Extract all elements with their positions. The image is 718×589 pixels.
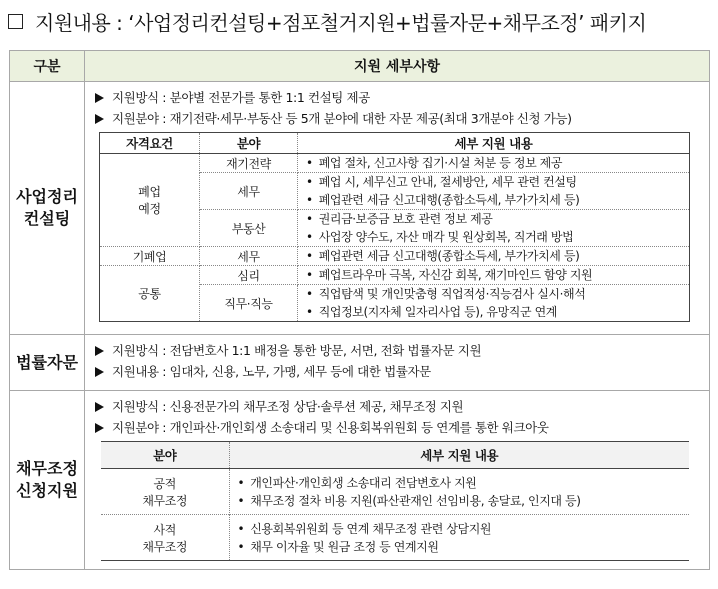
consulting-detail xyxy=(85,82,710,335)
legal-detail xyxy=(85,335,710,391)
triangle-bullet-icon xyxy=(95,402,104,412)
requirement-cell: 폐업 예정 xyxy=(100,154,200,247)
inner-header-content: 세부 지원 내용 xyxy=(229,442,689,469)
field-cell: 직무·직능 xyxy=(200,285,298,322)
consulting-inner-table xyxy=(99,132,690,322)
row-consulting xyxy=(10,82,710,335)
category-debt-line2: 신청지원 xyxy=(16,481,78,500)
list-item: • 사업장 양수도, 자산 매각 및 원상회복, 직거래 방법 xyxy=(306,230,574,244)
inner-header-row xyxy=(101,442,689,469)
requirement-cell: 공통 xyxy=(100,266,200,322)
row-debt xyxy=(10,391,710,570)
list-item: • 신용회복위원회 등 연계 채무조정 관련 상담지원 xyxy=(237,521,492,536)
list-item: • 직업정보(지자체 일자리사업 등), 유망직군 연계 xyxy=(306,305,557,319)
table-row xyxy=(101,469,689,515)
row-legal xyxy=(10,335,710,391)
category-consulting xyxy=(10,82,85,335)
inner-header-row xyxy=(100,133,690,154)
inner-header-content: 세부 지원 내용 xyxy=(298,133,690,154)
checkbox-icon xyxy=(8,14,23,29)
header-detail: 지원 세부사항 xyxy=(85,51,710,82)
list-item: • 개인파산·개인회생 소송대리 전담변호사 지원 xyxy=(237,475,477,490)
list-item: • 권리금·보증금 보호 관련 정보 제공 xyxy=(306,212,493,226)
list-item: • 채무 이자율 및 원금 조정 등 연계지원 xyxy=(237,539,439,554)
items-cell xyxy=(298,266,690,285)
requirement-cell: 기폐업 xyxy=(100,247,200,266)
items-cell xyxy=(298,210,690,247)
debt-detail xyxy=(85,391,710,570)
items-cell xyxy=(298,247,690,266)
bullet-item: 지원방식 : 분야별 전문가를 통한 1:1 컨설팅 제공 xyxy=(93,87,701,108)
field-cell: 세무 xyxy=(200,247,298,266)
section-title-text: 지원내용 : ‘사업정리컨설팅+점포철거지원+법률자문+채무조정’ 패키지 xyxy=(35,10,647,35)
field-cell: 부동산 xyxy=(200,210,298,247)
bullet-item: 지원분야 : 개인파산·개인회생 소송대리 및 신용회복위원회 등 연계를 통한 워크아웃 xyxy=(93,417,701,438)
field-cell: 사적 채무조정 xyxy=(101,515,229,561)
category-legal: 법률자문 xyxy=(10,335,85,391)
debt-inner-table xyxy=(101,441,689,561)
list-item: • 직업탐색 및 개인맞춤형 직업적성·직능검사 실시·해석 xyxy=(306,287,586,301)
list-item: • 폐업관련 세금 신고대행(종합소득세, 부가가치세 등) xyxy=(306,249,580,263)
field-cell: 재기전략 xyxy=(200,154,298,173)
items-cell xyxy=(298,285,690,322)
list-item: • 폐업관련 세금 신고대행(종합소득세, 부가가치세 등) xyxy=(306,193,580,207)
table-row xyxy=(100,266,690,285)
bullet-item: 지원방식 : 신용전문가의 채무조정 상담·솔루션 제공, 채무조정 지원 xyxy=(93,396,701,417)
bullet-item: 지원방식 : 전담변호사 1:1 배정을 통한 방문, 서면, 전화 법률자문 지원 xyxy=(93,340,701,361)
triangle-bullet-icon xyxy=(95,114,104,124)
list-item: • 폐업 절차, 신고사항 집기·시설 처분 등 정보 제공 xyxy=(306,156,563,170)
inner-header-field: 분야 xyxy=(200,133,298,154)
category-debt-line1: 채무조정 xyxy=(16,459,78,478)
section-title xyxy=(4,4,646,38)
support-table xyxy=(9,50,710,570)
triangle-bullet-icon xyxy=(95,346,104,356)
items-cell xyxy=(229,469,689,515)
table-row xyxy=(100,154,690,173)
bullet-item: 지원내용 : 임대차, 신용, 노무, 가맹, 세무 등에 대한 법률자문 xyxy=(93,361,701,382)
items-cell xyxy=(298,154,690,173)
inner-header-requirement: 자격요건 xyxy=(100,133,200,154)
category-consulting-line1: 사업정리 xyxy=(16,187,78,206)
list-item: • 폐업 시, 세무신고 안내, 절세방안, 세무 관련 컨설팅 xyxy=(306,175,577,189)
field-cell: 공적 채무조정 xyxy=(101,469,229,515)
table-row xyxy=(100,247,690,266)
table-row xyxy=(101,515,689,561)
triangle-bullet-icon xyxy=(95,93,104,103)
triangle-bullet-icon xyxy=(95,367,104,377)
items-cell xyxy=(298,173,690,210)
field-cell: 세무 xyxy=(200,173,298,210)
header-category: 구분 xyxy=(10,51,85,82)
triangle-bullet-icon xyxy=(95,423,104,433)
field-cell: 심리 xyxy=(200,266,298,285)
list-item: • 채무조정 절차 비용 지원(파산관재인 선임비용, 송달료, 인지대 등) xyxy=(237,493,581,508)
items-cell xyxy=(229,515,689,561)
table-header-row xyxy=(10,51,710,82)
list-item: • 폐업트라우마 극복, 자신감 회복, 재기마인드 함양 지원 xyxy=(306,268,593,282)
inner-header-field: 분야 xyxy=(101,442,229,469)
bullet-item: 지원분야 : 재기전략·세무·부동산 등 5개 분야에 대한 자문 제공(최대 3개분야 신청 가능) xyxy=(93,108,701,129)
category-consulting-line2: 컨설팅 xyxy=(23,209,71,228)
category-debt xyxy=(10,391,85,570)
